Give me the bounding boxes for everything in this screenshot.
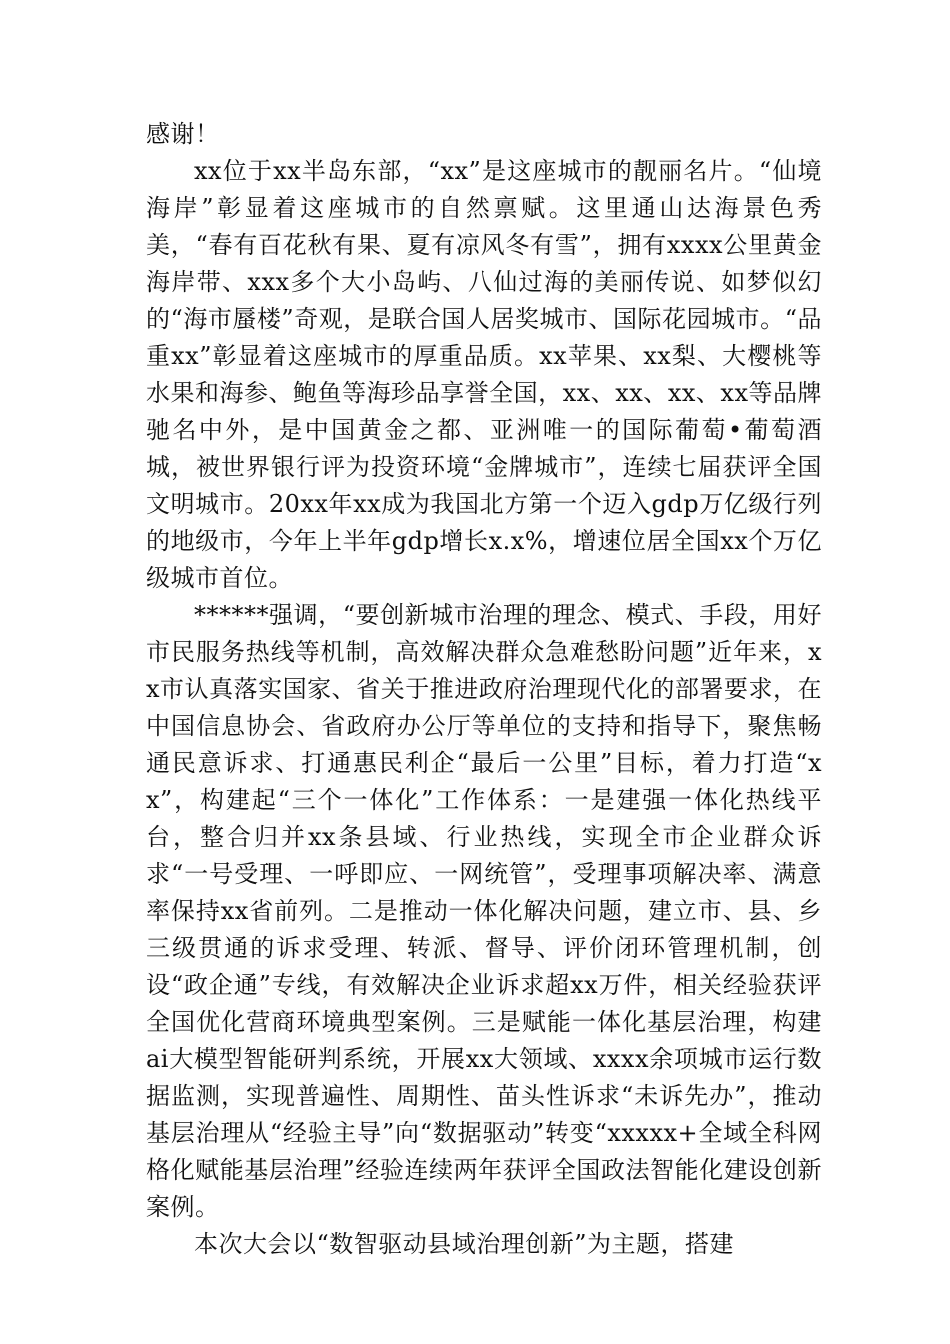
paragraph-city-introduction: xx位于xx半岛东部，“xx”是这座城市的靓丽名片。“仙境海岸”彰显着这座城市的自然禀赋。这里通山达海景色秀美，“春有百花秋有果、夏有凉风冬有雪”，拥有xxxx公里黄金海岸带、xxx多个大小岛屿、八仙过海的美丽传说、如梦似幻的“海市蜃楼”奇观，是联合国人居奖城市、国际花园城市。“品重xx”彰显着这座城市的厚重品质。xx苹果、xx梨、大樱桃等水果和海参、鲍鱼等海珍品享誉全国，xx、xx、xx、xx等品牌驰名中外，是中国黄金之都、亚洲唯一的国际葡萄•葡萄酒城，被世界银行评为投资环境“金牌城市”，连续七届获评全国文明城市。20xx年xx成为我国北方第一个迈入gdp万亿级行列的地级市，今年上半年gdp增长x.x%，增速位居全国xx个万亿级城市首位。 — [146, 157, 822, 592]
paragraph-conference-theme: 本次大会以“数智驱动县域治理创新”为主题，搭建 — [194, 1230, 735, 1258]
paragraph-governance-practice: ******强调，“要创新城市治理的理念、模式、手段，用好市民服务热线等机制，高效解决群众急难愁盼问题”近年来，xx市认真落实国家、省关于推进政府治理现代化的部署要求，在中国信息协会、省政府办公厅等单位的支持和指导下，聚焦畅通民意诉求、打通惠民利企“最后一公里”目标，着力打造“xx”，构建起“三个一体化”工作体系：一是建强一体化热线平台，整合归并xx条县域、行业热线，实现全市企业群众诉求“一号受理、一呼即应、一网统管”，受理事项解决率、满意率保持xx省前列。二是推动一体化解决问题，建立市、县、乡三级贯通的诉求受理、转派、督导、评价闭环管理机制，创设“政企通”专线，有效解决企业诉求超xx万件，相关经验获评全国优化营商环境典型案例。三是赋能一体化基层治理，构建ai大模型智能研判系统，开展xx大领域、xxxx余项城市运行数据监测，实现普遍性、周期性、苗头性诉求“未诉先办”，推动基层治理从“经验主导”向“数据驱动”转变“xxxxx+全域全科网格化赋能基层治理”经验连续两年获评全国政法智能化建设创新案例。 — [146, 601, 822, 1221]
paragraph-closing-thanks: 感谢！ — [146, 120, 220, 148]
document-body — [146, 116, 822, 1263]
